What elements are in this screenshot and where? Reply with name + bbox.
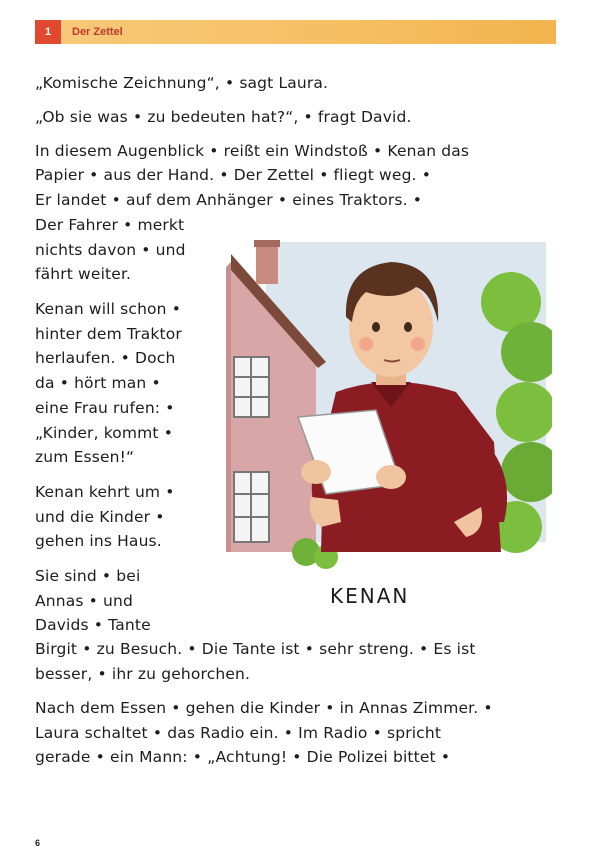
text-line: Er landet • auf dem Anhänger • eines Traktors. • xyxy=(35,191,423,209)
text-line: Papier • aus der Hand. • Der Zettel • fliegt weg. • xyxy=(35,166,432,184)
chapter-number: 1 xyxy=(35,20,61,44)
text-line: Annas • und xyxy=(35,592,133,610)
text-line: In diesem Augenblick • reißt ein Windstoß • Kenan das xyxy=(35,142,470,160)
text-line: nichts davon • und xyxy=(35,241,186,259)
text-line: Laura schaltet • das Radio ein. • Im Radio • spricht xyxy=(35,724,442,742)
text-line: Nach dem Essen • gehen die Kinder • in Annas Zimmer. • xyxy=(35,699,493,717)
text-line: gerade • ein Mann: • „Achtung! • Die Polizei bittet • xyxy=(35,748,451,766)
text-line: „Komische Zeichnung“, • sagt Laura. xyxy=(35,74,329,92)
text-line: eine Frau rufen: • xyxy=(35,399,175,417)
text-line: Sie sind • bei xyxy=(35,567,141,585)
text-line: gehen ins Haus. xyxy=(35,532,162,550)
text-line: und die Kinder • xyxy=(35,508,165,526)
text-line: Kenan kehrt um • xyxy=(35,483,175,501)
text-line: da • hört man • xyxy=(35,374,161,392)
illustration-caption: KENAN xyxy=(330,584,410,608)
text-line: Der Fahrer • merkt xyxy=(35,216,185,234)
text-line: Davids • Tante xyxy=(35,616,151,634)
chapter-header xyxy=(35,20,556,44)
text-line: besser, • ihr zu gehorchen. xyxy=(35,665,251,683)
text-line: fährt weiter. xyxy=(35,265,132,283)
text-line: zum Essen!“ xyxy=(35,448,135,466)
text-line: hinter dem Traktor xyxy=(35,325,182,343)
kenan-illustration xyxy=(226,232,552,572)
text-line: „Ob sie was • zu bedeuten hat?“, • fragt David. xyxy=(35,108,412,126)
text-line: Kenan will schon • xyxy=(35,300,182,318)
chapter-title: Der Zettel xyxy=(72,26,123,38)
text-line: herlaufen. • Doch xyxy=(35,349,176,367)
text-line: „Kinder, kommt • xyxy=(35,424,174,442)
page-number: 6 xyxy=(35,838,41,848)
text-line: Birgit • zu Besuch. • Die Tante ist • sehr streng. • Es ist xyxy=(35,640,476,658)
